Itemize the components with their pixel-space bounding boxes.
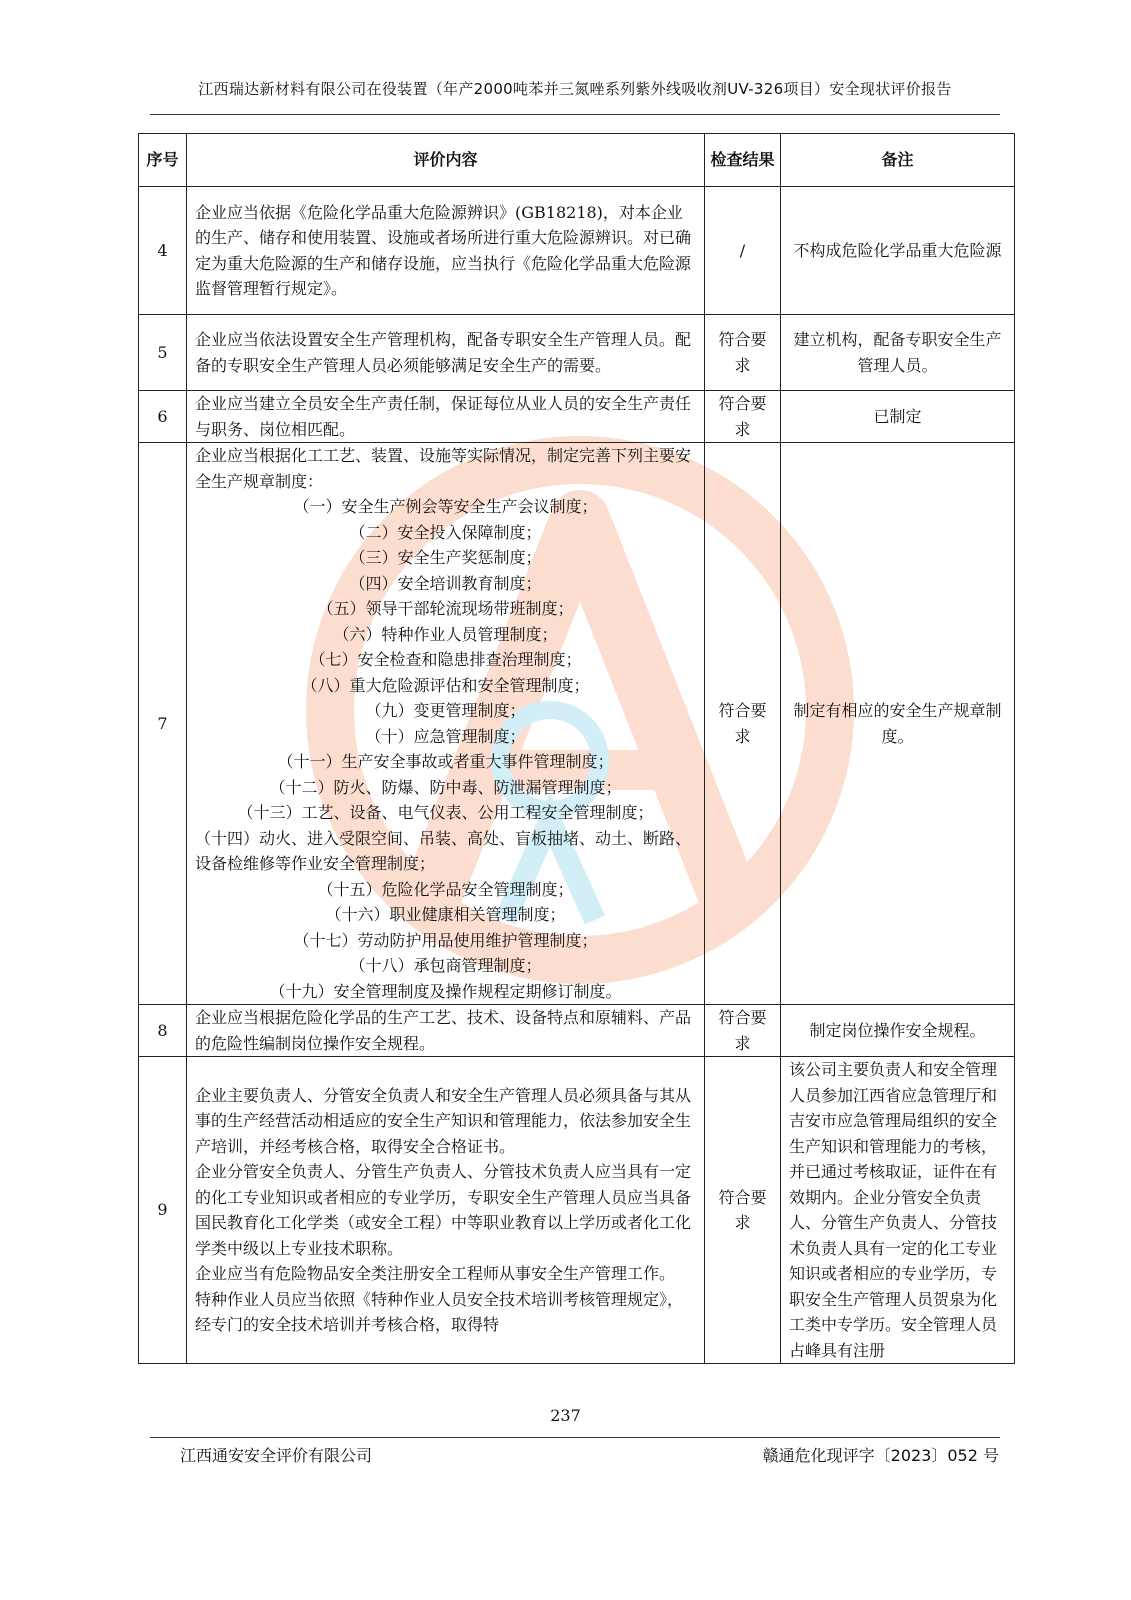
footer-doc-number: 赣通危化现评字〔2023〕052 号 xyxy=(762,1446,999,1465)
list-item: （九）变更管理制度； xyxy=(365,701,526,720)
page-number: 237 xyxy=(550,1406,581,1425)
table-row xyxy=(139,391,1015,443)
table-row xyxy=(139,443,1015,1005)
row-num: 8 xyxy=(139,1005,187,1057)
row-result: 符合要求 xyxy=(705,391,781,443)
content-paragraph: 企业分管安全负责人、分管生产负责人、分管技术负责人应当具有一定的化工专业知识或者相应的专业学历，专职安全生产管理人员应当具备国民教育化工化学类（或安全工程）中等职业教育以上学历或者化工化学类中级以上专业技术职称。 xyxy=(195,1162,692,1258)
regulation-list xyxy=(195,494,696,1004)
row-result: 符合要求 xyxy=(705,443,781,1005)
content-paragraph: 特种作业人员应当依照《特种作业人员安全技术培训考核管理规定》，经专门的安全技术培训并考核合格，取得特 xyxy=(195,1289,684,1334)
row-content xyxy=(187,443,705,1005)
list-item: （十二）防火、防爆、防中毒、防泄漏管理制度； xyxy=(269,777,622,797)
row-result: / xyxy=(705,187,781,315)
row-content xyxy=(187,1057,705,1364)
footer-company: 江西通安安全评价有限公司 xyxy=(180,1446,373,1465)
report-header: 江西瑞达新材料有限公司在役装置（年产2000吨苯并三氮唑系列紫外线吸收剂UV-326项目）安全现状评价报告 xyxy=(198,80,952,98)
row-result: 符合要求 xyxy=(705,315,781,391)
row-content xyxy=(187,315,705,391)
content-paragraph: 企业主要负责人、分管安全负责人和安全生产管理人员必须具备与其从事的生产经营活动相适应的安全生产知识和管理能力，依法参加安全生产培训，并经考核合格，取得安全合格证书。 xyxy=(195,1085,692,1156)
header-divider xyxy=(150,114,1000,115)
row-num: 9 xyxy=(139,1057,187,1364)
list-item: （十九）安全管理制度及操作规程定期修订制度。 xyxy=(269,981,622,1001)
list-item: （三）安全生产奖惩制度； xyxy=(349,548,542,567)
content-paragraph: 企业应当依法设置安全生产管理机构，配备专职安全生产管理人员。配备的专职安全生产管理人员必须能够满足安全生产的需要。 xyxy=(195,330,692,375)
footer-divider xyxy=(150,1437,1000,1438)
list-item: （十五）危险化学品安全管理制度； xyxy=(317,879,574,899)
content-paragraph: 企业应当依据《危险化学品重大危险源辨识》(GB18218)，对本企业的生产、储存和使用装置、设施或者场所进行重大危险源辨识。对已确定为重大危险源的生产和储存设施，应当执行《危险化学品重大危险源监督管理暂行规定》。 xyxy=(195,202,692,298)
row-remark: 不构成危险化学品重大危险源 xyxy=(781,187,1015,315)
list-item: （一）安全生产例会等安全生产会议制度； xyxy=(293,497,598,516)
list-item: （二）安全投入保障制度； xyxy=(349,522,542,542)
content-paragraph: 企业应当有危险物品安全类注册安全工程师从事安全生产管理工作。 xyxy=(195,1264,676,1283)
list-item: （十七）劳动防护用品使用维护管理制度； xyxy=(293,930,598,950)
list-item: （十八）承包商管理制度； xyxy=(349,956,542,975)
row-num: 7 xyxy=(139,443,187,1005)
row-result: 符合要求 xyxy=(705,1057,781,1364)
row-content xyxy=(187,391,705,443)
table-row xyxy=(139,187,1015,315)
list-item: （六）特种作业人员管理制度； xyxy=(333,624,558,644)
table-row xyxy=(139,1005,1015,1057)
col-header-num: 序号 xyxy=(139,134,187,187)
col-header-result: 检查结果 xyxy=(705,134,781,187)
list-item: （十三）工艺、设备、电气仪表、公用工程安全管理制度； xyxy=(237,803,654,822)
content-intro: 企业应当根据化工工艺、装置、设施等实际情况，制定完善下列主要安全生产规章制度： xyxy=(195,446,692,491)
content-paragraph: 企业应当建立全员安全生产责任制，保证每位从业人员的安全生产责任与职务、岗位相匹配。 xyxy=(195,394,692,439)
list-item: （五）领导干部轮流现场带班制度； xyxy=(317,599,574,618)
row-content xyxy=(187,1005,705,1057)
list-item: （四）安全培训教育制度； xyxy=(349,573,542,593)
row-remark: 该公司主要负责人和安全管理人员参加江西省应急管理厅和吉安市应急管理局组织的安全生产知识和管理能力的考核，并已通过考核取证，证件在有效期内。企业分管安全负责人、分管生产负责人、分管技术负责人具有一定的化工专业知识或者相应的专业学历，专职安全生产管理人员贺泉为化工类中专学历。安全管理人员占峰具有注册 xyxy=(781,1057,1015,1364)
list-item: （八）重大危险源评估和安全管理制度； xyxy=(301,675,590,695)
list-item: （十）应急管理制度； xyxy=(365,726,526,746)
list-item: （十一）生产安全事故或者重大事件管理制度； xyxy=(277,752,614,771)
list-item: （七）安全检查和隐患排查治理制度； xyxy=(309,650,582,669)
row-remark: 制定有相应的安全生产规章制度。 xyxy=(781,443,1015,1005)
content-paragraph: 企业应当根据危险化学品的生产工艺、技术、设备特点和原辅料、产品的危险性编制岗位操作安全规程。 xyxy=(195,1008,692,1053)
col-header-content: 评价内容 xyxy=(187,134,705,187)
row-remark: 已制定 xyxy=(781,391,1015,443)
col-header-remark: 备注 xyxy=(781,134,1015,187)
list-item: （十四）动火、进入受限空间、吊装、高处、盲板抽堵、动土、断路、设备检维修等作业安全管理制度； xyxy=(195,828,692,873)
row-remark: 制定岗位操作安全规程。 xyxy=(781,1005,1015,1057)
row-num: 5 xyxy=(139,315,187,391)
table-row xyxy=(139,1057,1015,1364)
row-num: 4 xyxy=(139,187,187,315)
row-result: 符合要求 xyxy=(705,1005,781,1057)
table-header-row xyxy=(139,134,1015,187)
row-content xyxy=(187,187,705,315)
list-item: （十六）职业健康相关管理制度； xyxy=(325,905,566,924)
row-num: 6 xyxy=(139,391,187,443)
row-remark: 建立机构，配备专职安全生产管理人员。 xyxy=(781,315,1015,391)
table-row xyxy=(139,315,1015,391)
evaluation-table xyxy=(138,133,1015,1364)
